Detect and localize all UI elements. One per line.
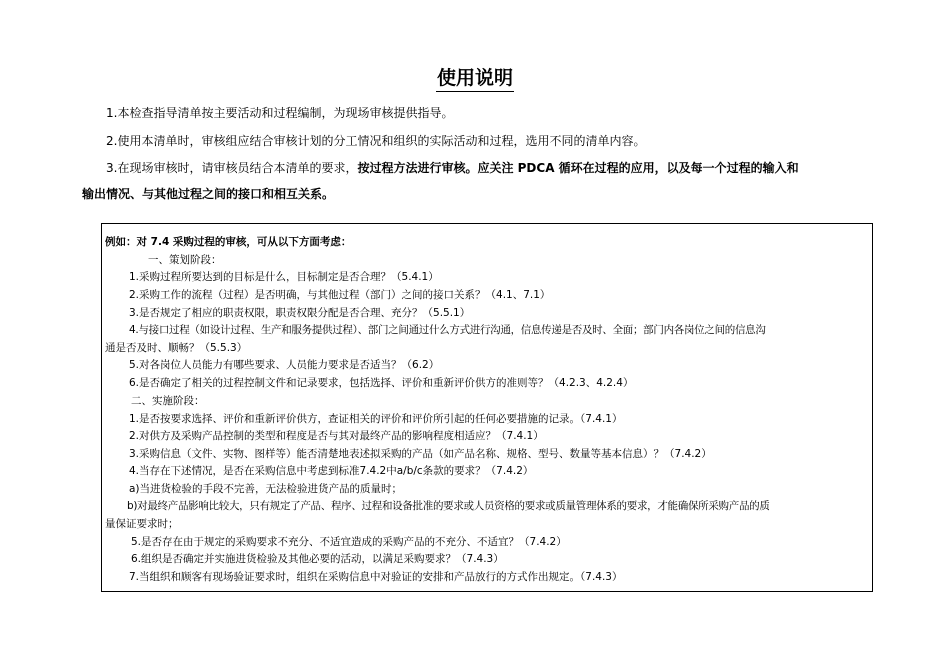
- implementation-item: 4.当存在下述情况，是否在采购信息中考虑到标准7.4.2中a/b/c条款的要求？（7.4.2）: [129, 465, 534, 477]
- intro-paragraph-3-emphasis-cont: 输出情况、与其他过程之间的接口和相互关系。: [82, 187, 335, 201]
- planning-item: 2.采购工作的流程（过程）是否明确，与其他过程（部门）之间的接口关系？（4.1、7.1）: [129, 289, 551, 301]
- implementation-item: 1.是否按要求选择、评价和重新评价供方，查证相关的评价和评价所引起的任何必要措施的记录。（7.4.1）: [129, 413, 623, 425]
- intro-paragraph-3-text: 3.在现场审核时，请审核员结合本清单的要求，: [106, 161, 358, 175]
- planning-item: 3.是否规定了相应的职责权限，职责权限分配是否合理、充分？（5.5.1）: [129, 307, 471, 319]
- intro-paragraph-3-emphasis: 按过程方法进行审核。应关注 PDCA 循环在过程的应用，以及每一个过程的输入和: [357, 161, 799, 175]
- implementation-item: 6.组织是否确定并实施进货检验及其他必要的活动，以满足采购要求？（7.4.3）: [131, 553, 504, 565]
- implementation-heading: 二、实施阶段：: [131, 395, 205, 407]
- intro-paragraph-2: 2.使用本清单时，审核组应结合审核计划的分工情况和组织的实际活动和过程，选用不同的清单内容。: [106, 134, 646, 148]
- implementation-item: 7.当组织和顾客有现场验证要求时，组织在采购信息中对验证的安排和产品放行的方式作出规定。（7.4.3）: [129, 571, 623, 583]
- intro-paragraph-3-continuation: [82, 186, 334, 202]
- intro-paragraph-3: [106, 160, 799, 176]
- planning-heading: 一、策划阶段：: [148, 254, 222, 266]
- implementation-item: 2.对供方及采购产品控制的类型和程度是否与其对最终产品的影响程度相适应？（7.4.1）: [129, 430, 544, 442]
- intro-paragraph-1: 1.本检查指导清单按主要活动和过程编制，为现场审核提供指导。: [106, 106, 454, 120]
- implementation-item: 3.采购信息（文件、实物、图样等）能否清楚地表述拟采购的产品（如产品名称、规格、型号、数量等基本信息）？（7.4.2）: [129, 448, 712, 460]
- planning-item: 1.采购过程所要达到的目标是什么，目标制定是否合理？（5.4.1）: [129, 271, 439, 283]
- implementation-item: b)对最终产品影响比较大，只有规定了产品、程序、过程和设备批准的要求或人员资格的要求或质量管理体系的要求，才能确保所采购产品的质: [127, 500, 770, 512]
- implementation-item: 5.是否存在由于规定的采购要求不充分、不适宜造成的采购产品的不充分、不适宜？（7.4.2）: [131, 536, 567, 548]
- implementation-item: 量保证要求时；: [105, 518, 179, 530]
- example-heading: 例如：对 7.4 采购过程的审核，可从以下方面考虑：: [105, 236, 352, 248]
- planning-item: 6.是否确定了相关的过程控制文件和记录要求，包括选择、评价和重新评价供方的准则等？（4.2.3、4.2.4）: [129, 377, 634, 389]
- implementation-item: a)当进货检验的手段不完善，无法检验进货产品的质量时；: [129, 483, 403, 495]
- planning-item: 通是否及时、顺畅？（5.5.3）: [105, 342, 248, 354]
- page-title: 使用说明: [0, 66, 950, 90]
- planning-item: 4.与接口过程（如设计过程、生产和服务提供过程）、部门之间通过什么方式进行沟通，信息传递是否及时、全面；部门内各岗位之间的信息沟: [129, 324, 766, 336]
- planning-item: 5.对各岗位人员能力有哪些要求、人员能力要求是否适当？（6.2）: [129, 359, 440, 371]
